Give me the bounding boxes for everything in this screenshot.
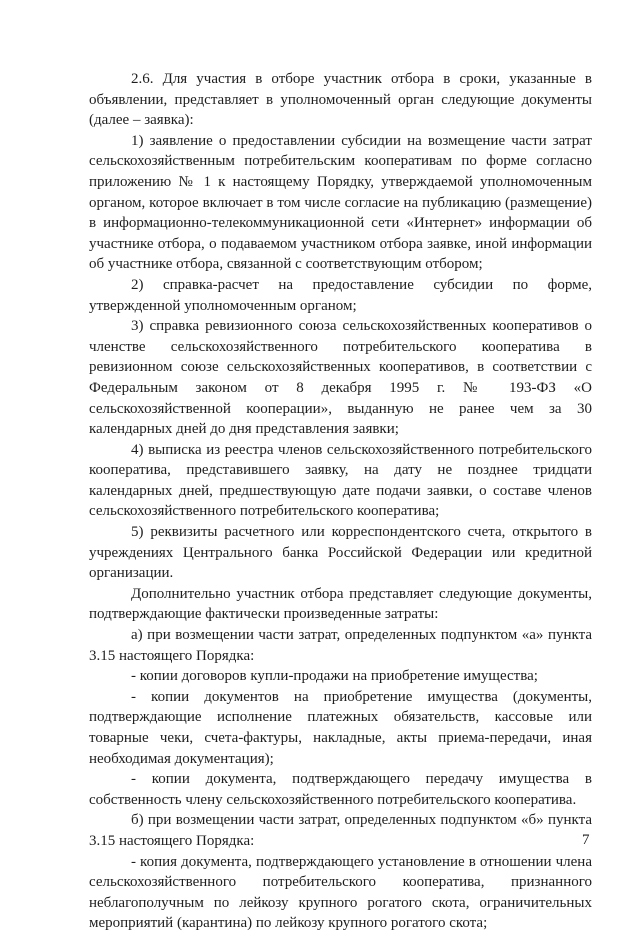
list-item-4: 4) выписка из реестра членов сельскохозяйственного потребительского кооператива, представившего заявку, на дату не позднее тридцати календарных дней, предшествующую дате подачи заявки, о составе членов сельскохозяйственного потребительского кооператива; — [89, 441, 592, 520]
document-body — [89, 69, 592, 934]
dash-item-purchase-docs: - копии документов на приобретение имущества (документы, подтверждающие исполнение платежных обязательств, кассовые или товарные чеки, счета-фактуры, накладные, акты приема-передачи, иная необходимая документация); — [89, 688, 592, 767]
list-item-2: 2) справка-расчет на предоставление субсидии по форме, утвержденной уполномоченным органом; — [89, 276, 592, 314]
page-number: 7 — [582, 832, 590, 848]
paragraph-2-6: 2.6. Для участия в отборе участник отбора в сроки, указанные в объявлении, представляет в уполномоченный орган следующие документы (далее – заявка): — [89, 71, 592, 129]
dash-item-quarantine-doc: - копия документа, подтверждающего установление в отношении члена сельскохозяйственного потребительского кооператива, признанного неблагополучным по лейкозу крупного рогатого скота, ограничительных мероприятий (карантина) по лейкозу крупного рогатого скота; — [89, 853, 592, 932]
additional-documents-paragraph: Дополнительно участник отбора представляет следующие документы, подтверждающие фактически произведенные затраты: — [89, 585, 592, 623]
list-item-5: 5) реквизиты расчетного или корреспондентского счета, открытого в учреждениях Центрального банка Российской Федерации или кредитной организации. — [89, 524, 592, 582]
list-item-1: 1) заявление о предоставлении субсидии на возмещение части затрат сельскохозяйственным потребительским кооперативам по форме согласно приложению № 1 к настоящему Порядку, утверждаемой уполномоченным органом, которое включает в том числе согласие на публикацию (размещение) в информационно-телекоммуникационной сети «Интернет» информации об участнике отбора, о подаваемом участником отбора заявке, иной информации об участнике отбора, связанной с соответствующим отбором; — [89, 132, 592, 273]
subitem-b: б) при возмещении части затрат, определенных подпунктом «б» пункта 3.15 настоящего Порядка: — [89, 812, 592, 849]
subitem-a: а) при возмещении части затрат, определенных подпунктом «а» пункта 3.15 настоящего Порядка: — [89, 627, 592, 664]
dash-item-transfer-doc: - копии документа, подтверждающего передачу имущества в собственность члену сельскохозяйственного потребительского кооператива. — [89, 771, 592, 808]
list-item-3: 3) справка ревизионного союза сельскохозяйственных кооперативов о членстве сельскохозяйственного потребительского кооператива в ревизионном союзе сельскохозяйственных кооперативов, в соответствии с Федеральным законом от 8 декабря 1995 г. № 193-ФЗ «О сельскохозяйственной кооперации», выданную не ранее чем за 30 календарных дней до дня представления заявки; — [89, 318, 592, 438]
dash-item-contracts: - копии договоров купли-продажи на приобретение имущества; — [131, 668, 538, 685]
